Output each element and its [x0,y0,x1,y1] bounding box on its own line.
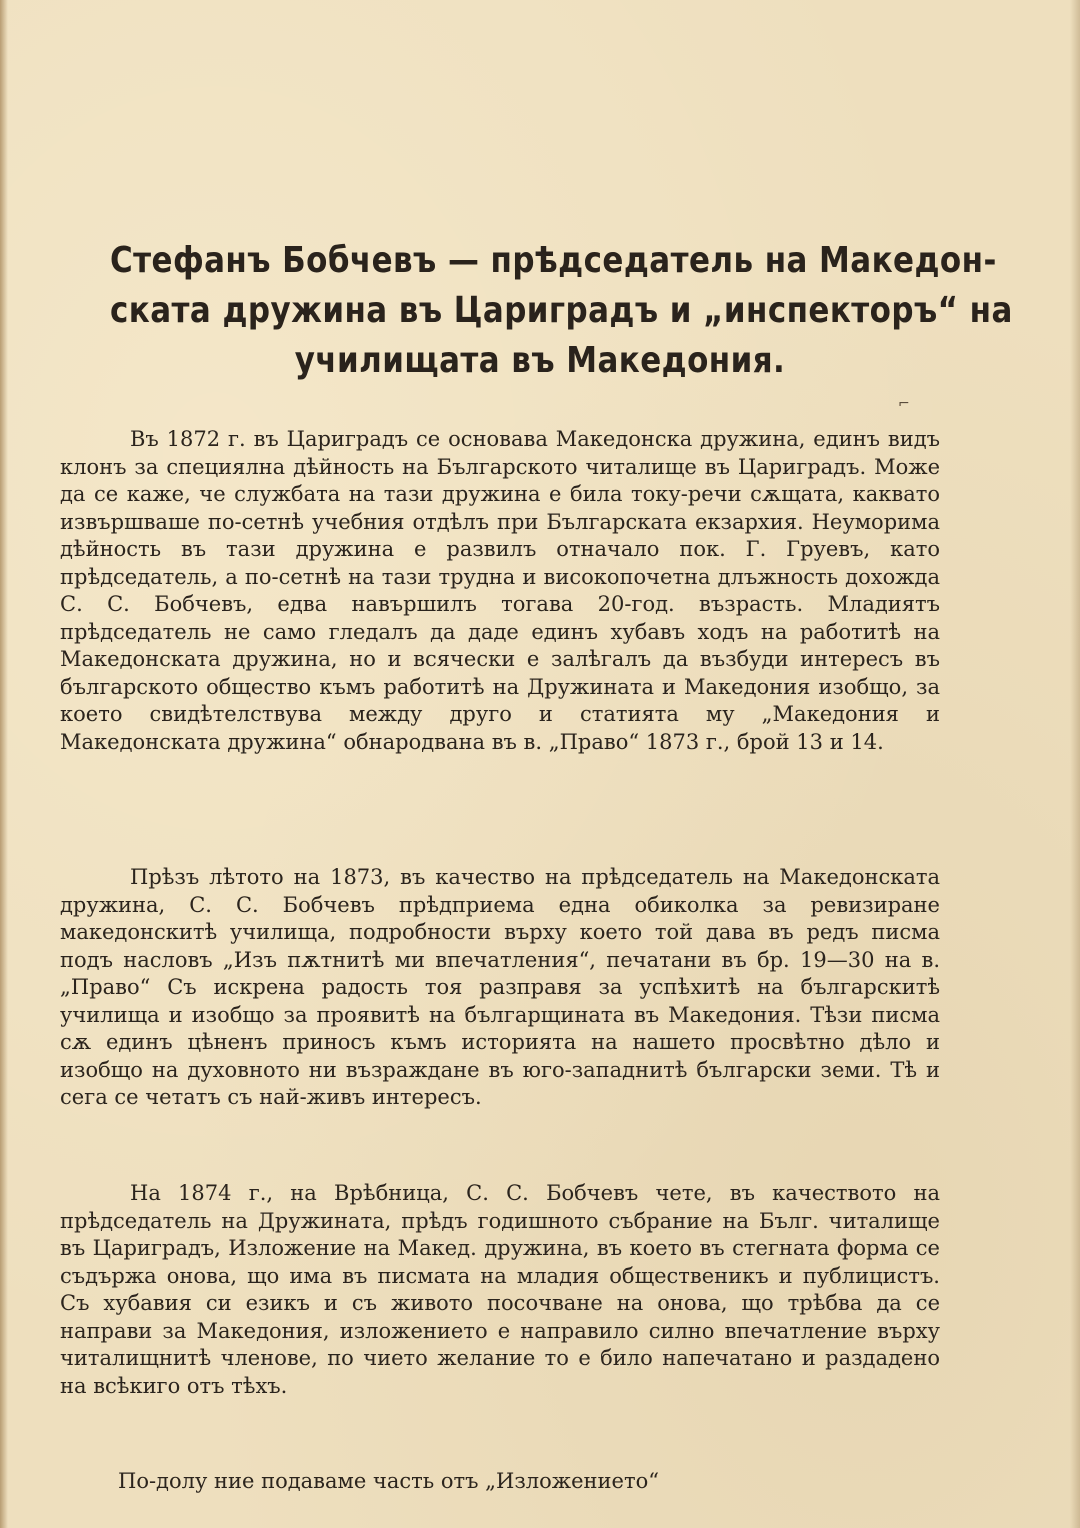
paragraph-3: На 1874 г., на Врѣбница, С. С. Бобчевъ чете, въ качеството на прѣдседатель на Дружината, прѣдъ годишното събрание на Бълг. читалище въ Цариградъ, Изложение на Макед. дружина, въ което въ стегната форма се съдържа онова, що има въ писмата на младия общественикъ и публицистъ. Съ хубавия си езикъ и съ живото посочване на онова, що трѣбва да се направи за Македония, изложението е направило силно впечатление върху читалищнитѣ членове, по чието желание то е било напечатано и раздадено на всѣкиго отъ тѣхъ. [60,1181,940,1398]
title-line-3: училищата въ Македония. [294,340,786,381]
paragraph-2: Прѣзъ лѣтото на 1873, въ качество на прѣдседатель на Македонската дружина, С. С. Бобчевъ прѣдприема една обиколка за ревизиране македонскитѣ училища, подробности върху което той дава въ редъ писма подъ насловъ „Изъ пѫтнитѣ ми впечатления“, печатани въ бр. 19—30 на в. „Право“ Съ искрена радость тоя разправя за успѣхитѣ на българскитѣ училища и изобщо за проявитѣ на българщината въ Македония. Тѣзи писма сѫ единъ цѣненъ приносъ къмъ историята на нашето просвѣтно дѣло и изобщо на духовното ни възраждане въ юго-западнитѣ български земи. Тѣ и сега се четатъ съ най-живъ интересъ. [60,865,940,1109]
page-title [110,236,1013,386]
title-line-1: Стефанъ Бобчевъ — прѣдседатель на Македон- [110,240,997,281]
paragraph-1: Въ 1872 г. въ Цариградъ се основава Македонска дружина, единъ видъ клонъ за специялна дѣйность на Българското читалище въ Цариградъ. Може да се каже, че службата на тази дружина е била току-речи сѫщата, каквато извършваше по-сетнѣ учебния отдѣлъ при Българската екзархия. Неуморима дѣйность въ тази дружина е развилъ отначало пок. Г. Груевъ, като прѣдседатель, а по-сетнѣ на тази трудна и високопочетна длъжность дохожда С. С. Бобчевъ, едва навършилъ тогава 20-год. възрасть. Младиятъ прѣдседатель не само гледалъ да даде единъ хубавъ ходъ на работитѣ на Македонската дружина, но и всячески е залѣгалъ да възбуди интересъ въ българското общество къмъ работитѣ на Дружината и Македония изобщо, за което свидѣтелствува между друго и статията му „Македония и Македонската дружина“ обнародвана въ в. „Право“ 1873 г., брой 13 и 14. [60,427,940,754]
page-edge-right-shadow [1070,0,1080,1528]
margin-mark-icon: ⌐ [898,396,910,412]
closing-line: По-долу ние подаваме часть отъ „Изложението“ [118,1469,659,1493]
page-edge-shadow [0,0,8,1528]
title-line-2: ската дружина въ Цариградъ и „инспекторъ“ на [110,290,1013,331]
